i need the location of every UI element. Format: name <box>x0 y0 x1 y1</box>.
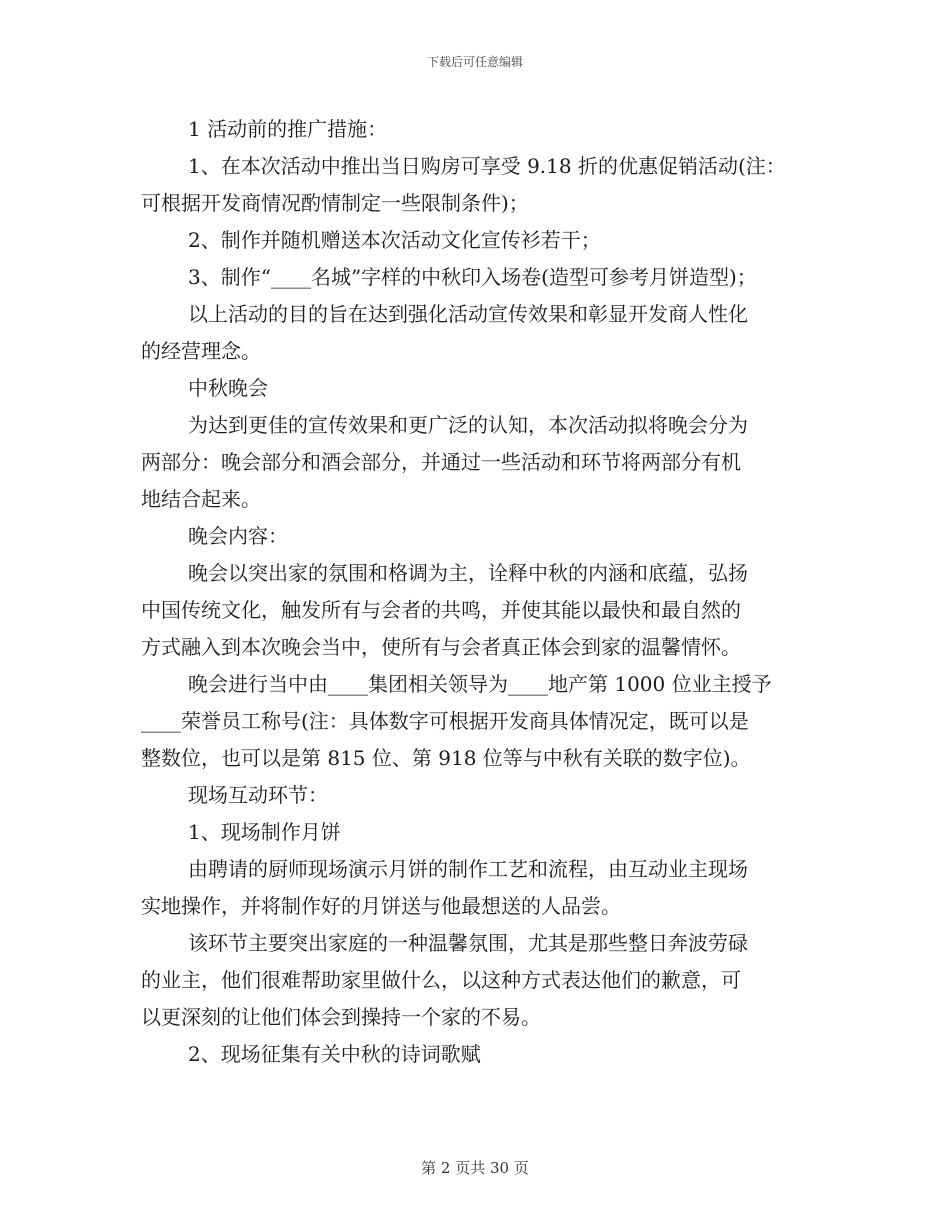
text-line: 可根据开发商情况酌情制定一些限制条件)； <box>141 191 529 215</box>
paragraph-item-2-shirts <box>141 222 811 259</box>
text-line: 3、制作“____名城”字样的中秋印入场卷(造型可参考月饼造型)； <box>188 265 757 289</box>
section-heading-gala-content <box>141 518 811 555</box>
paragraph-purpose <box>141 296 811 370</box>
text-line: 晚会进行当中由____集团相关领导为____地产第 1000 位业主授予 <box>188 672 772 696</box>
section-heading-gala <box>141 370 811 407</box>
paragraph-family-atmosphere <box>141 925 811 1036</box>
text-line: 实地操作，并将制作好的月饼送与他最想送的人品尝。 <box>141 894 621 918</box>
text-line: ____荣誉员工称号(注：具体数字可根据开发商具体情况定，既可以是 <box>141 709 749 733</box>
paragraph-item-3-tickets <box>141 259 811 296</box>
paragraph-gala-intro <box>141 407 811 518</box>
text-line: 1、在本次活动中推出当日购房可享受 9.18 折的优惠促销活动(注： <box>188 154 786 178</box>
page-number: 第 2 页共 30 页 <box>421 1159 529 1177</box>
subheading-mooncake-making <box>141 814 811 851</box>
paragraph-honor-award <box>141 666 811 777</box>
text-line: 的业主，他们很难帮助家里做什么，以这种方式表达他们的歉意，可 <box>141 968 741 992</box>
page-header-note: 下载后可任意编辑 <box>426 55 523 69</box>
text-line: 晚会以突出家的氛围和格调为主，诠释中秋的内涵和底蕴，弘扬 <box>188 561 748 585</box>
paragraph-gala-theme <box>141 555 811 666</box>
paragraph-promotion-heading <box>141 111 811 148</box>
text-line: 以上活动的目的旨在达到强化活动宣传效果和彰显开发商人性化 <box>188 302 748 326</box>
text-line: 中秋晚会 <box>188 376 268 400</box>
text-line: 方式融入到本次晚会当中，使所有与会者真正体会到家的温馨情怀。 <box>141 635 741 659</box>
paragraph-chef-demo <box>141 851 811 925</box>
text-line: 两部分：晚会部分和酒会部分，并通过一些活动和环节将两部分有机 <box>141 450 741 474</box>
text-line: 以更深刻的让他们体会到操持一个家的不易。 <box>141 1005 541 1029</box>
text-line: 中国传统文化，触发所有与会者的共鸣，并使其能以最快和最自然的 <box>141 598 741 622</box>
text-line: 2、制作并随机赠送本次活动文化宣传衫若干； <box>188 228 601 252</box>
subheading-poetry-collection <box>141 1036 811 1073</box>
text-line: 晚会内容： <box>188 524 288 548</box>
section-heading-interaction <box>141 777 811 814</box>
text-line: 现场互动环节： <box>188 783 328 807</box>
text-line: 的经营理念。 <box>141 339 261 363</box>
text-line: 地结合起来。 <box>141 487 261 511</box>
text-line: 1 活动前的推广措施： <box>188 117 388 141</box>
text-line: 1、现场制作月饼 <box>188 820 341 844</box>
text-line: 整数位，也可以是第 815 位、第 918 位等与中秋有关联的数字位)。 <box>141 746 751 770</box>
paragraph-item-1-discount <box>141 148 811 222</box>
text-line: 2、现场征集有关中秋的诗词歌赋 <box>188 1042 481 1066</box>
text-line: 该环节主要突出家庭的一种温馨氛围，尤其是那些整日奔波劳碌 <box>188 931 748 955</box>
text-line: 由聘请的厨师现场演示月饼的制作工艺和流程，由互动业主现场 <box>188 857 748 881</box>
text-line: 为达到更佳的宣传效果和更广泛的认知，本次活动拟将晚会分为 <box>188 413 748 437</box>
